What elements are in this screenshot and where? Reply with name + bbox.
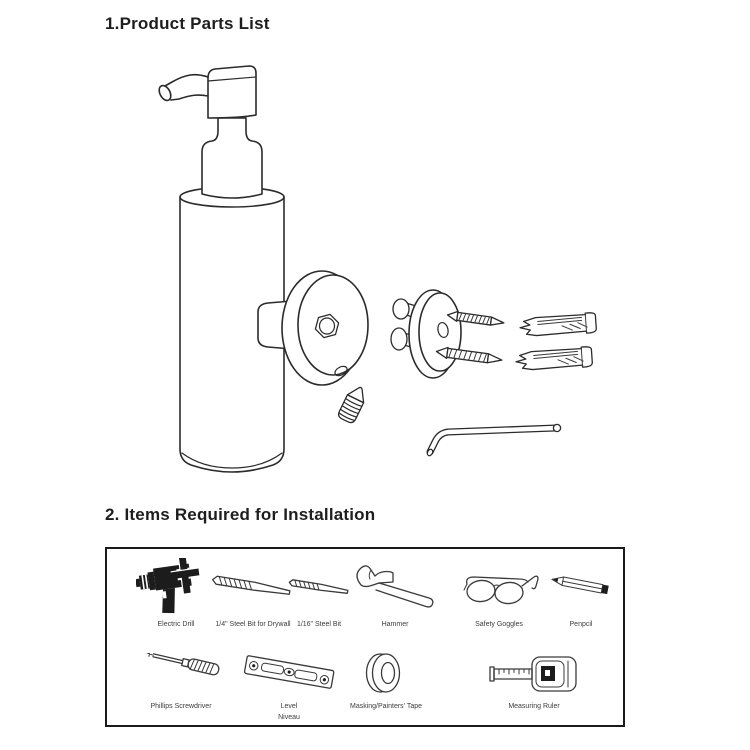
allen-wrench: [426, 424, 560, 456]
tool-label: Penpcil: [569, 621, 593, 628]
tool-item-pencil: [548, 557, 614, 631]
tool-label: Level: [280, 703, 298, 710]
soap-dispenser-bottle: [180, 118, 284, 472]
tool-item-electric-drill: [136, 557, 216, 631]
phillips-screwdriver-icon: [140, 653, 222, 693]
hammer-icon: [349, 561, 441, 613]
pump-head: [208, 66, 256, 118]
parts-list-heading: 1.Product Parts List: [105, 14, 270, 33]
sixteenth-inch-drill-bit-icon: [285, 575, 353, 599]
tool-item-sixteenth-bit: [285, 557, 353, 631]
wall-anchor-top: [519, 312, 596, 337]
electric-drill-icon: [136, 558, 216, 616]
wall-mount-flange: [258, 271, 368, 385]
mounting-plate: [409, 290, 461, 378]
tool-item-level: [241, 647, 337, 723]
required-items-box: [105, 547, 625, 727]
tool-label: Hammer: [381, 621, 409, 628]
tool-label: Safety Goggles: [475, 621, 523, 628]
masking-tape-icon: [359, 648, 413, 698]
tool-item-screwdriver: [140, 647, 222, 713]
installation-items-heading: 2. Items Required for Installation: [105, 505, 376, 524]
tool-label: Masking/Painters' Tape: [349, 703, 423, 710]
pencil-icon: [548, 574, 614, 600]
tool-item-goggles: [457, 557, 541, 631]
tool-label: 1/16" Steel Bit: [296, 621, 342, 628]
level-icon: [241, 651, 337, 695]
tool-item-hammer: [349, 557, 441, 631]
tool-label: 1/4" Steel Bit for Drywall: [215, 621, 291, 628]
screw-head-caps: [391, 299, 416, 350]
tool-item-tape: [350, 647, 422, 713]
safety-goggles-icon: [457, 565, 541, 609]
mounting-screw-bottom: [436, 346, 503, 366]
wall-anchor-bottom: [515, 346, 592, 371]
measuring-ruler-icon: [486, 651, 582, 695]
set-screw: [337, 384, 369, 425]
tool-label: Electric Drill: [157, 621, 195, 628]
tool-label-alt: Niveau: [278, 713, 300, 721]
tool-label: Measuring Ruler: [508, 703, 560, 710]
tool-item-measuring-tape: [486, 647, 582, 713]
mounting-screw-top: [447, 310, 505, 328]
pump-spout: [157, 75, 208, 103]
tool-label: Phillips Screwdriver: [150, 703, 212, 710]
